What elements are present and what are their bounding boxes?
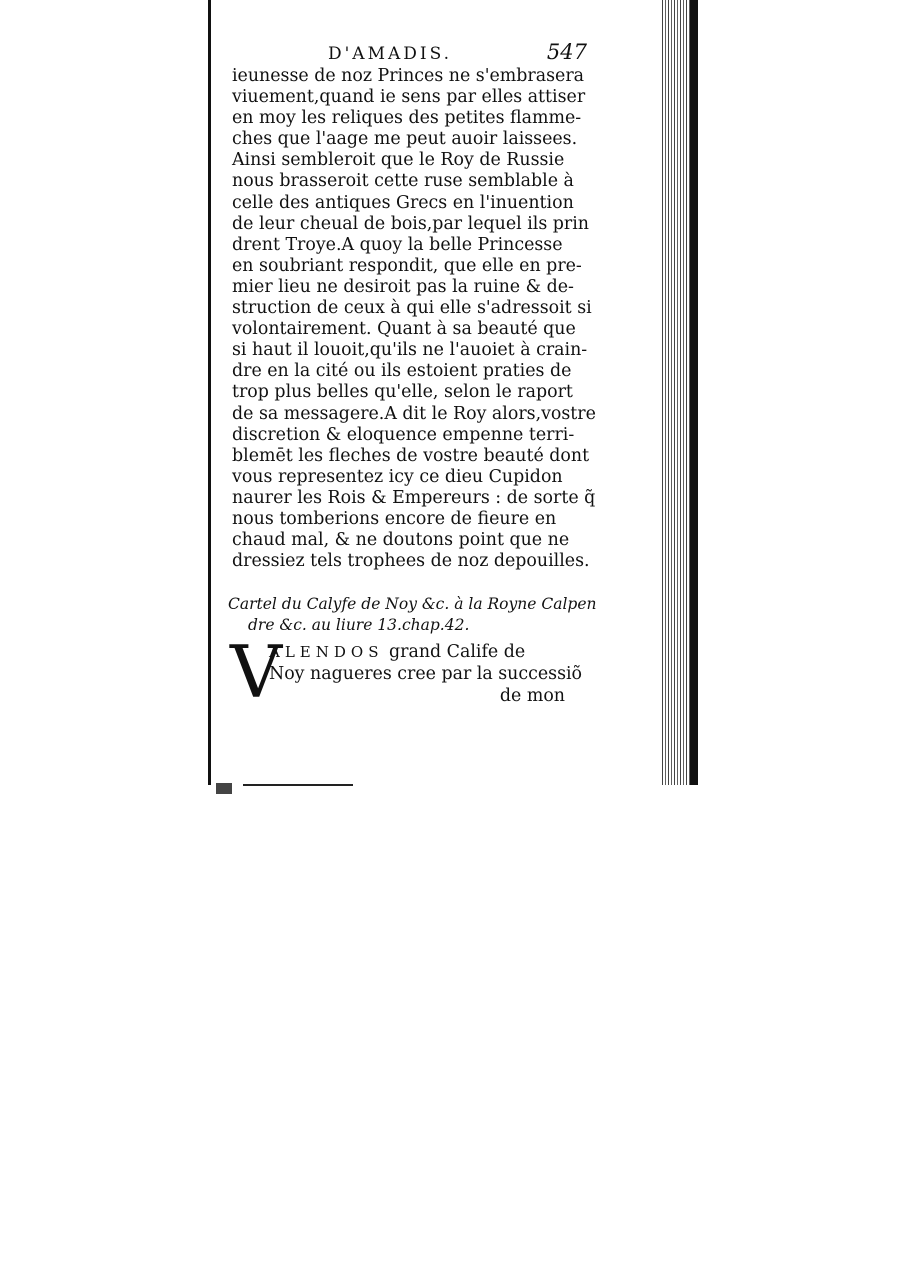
body-line: struction de ceux à qui elle s'adressoit si xyxy=(232,298,592,319)
body-line: celle des antiques Grecs en l'inuention xyxy=(232,192,574,213)
opening-catchword: de mon xyxy=(499,686,565,706)
body-line: si haut il louoit,qu'ils ne l'auoiet à crain- xyxy=(232,340,588,361)
body-line: nous brasseroit cette ruse semblable à xyxy=(232,171,574,192)
body-line: discretion & eloquence empenne terri- xyxy=(232,424,575,445)
body-line: en moy les reliques des petites flamme- xyxy=(232,108,582,129)
page-binding-edge xyxy=(690,0,698,785)
ink-mark xyxy=(216,783,232,794)
body-line: mier lieu ne desiroit pas la ruine & de- xyxy=(232,276,574,297)
section-heading-line: dre &c. au liure 13.chap.42. xyxy=(248,616,470,634)
section-heading xyxy=(228,594,597,636)
body-line: de sa messagere.A dit le Roy alors,vostre xyxy=(232,403,596,424)
opening-line xyxy=(269,641,565,663)
body-line: viuement,quand ie sens par elles attiser xyxy=(232,87,586,108)
body-line: blemēt les fleches de vostre beauté dont xyxy=(232,445,590,466)
opening-line-rest: grand Calife de xyxy=(389,642,526,662)
body-line: vous representez icy ce dieu Cupidon xyxy=(232,466,563,487)
body-line: trop plus belles qu'elle, selon le raport xyxy=(232,382,573,403)
body-line: Ainsi sembleroit que le Roy de Russie xyxy=(232,150,565,171)
body-line: nous tomberions encore de fieure en xyxy=(232,508,557,529)
footer-rule xyxy=(243,784,353,786)
page-number: 547 xyxy=(546,40,587,64)
opening-line: Noy nagueres cree par la successiõ xyxy=(269,664,583,684)
body-line: ches que l'aage me peut auoir laissees. xyxy=(232,129,578,150)
page-left-shadow xyxy=(208,0,211,785)
body-line: ieunesse de noz Princes ne s'embrasera xyxy=(232,66,585,86)
body-line: chaud mal, & ne doutons point que ne xyxy=(232,530,570,551)
section-heading-line: Cartel du Calyfe de Noy &c. à la Royne Calpen xyxy=(228,595,597,613)
opening-paragraph xyxy=(269,641,583,707)
body-line: drent Troye.A quoy la belle Princesse xyxy=(232,234,563,255)
body-line: de leur cheual de bois,par lequel ils prin xyxy=(232,213,590,234)
body-line: dre en la cité ou ils estoient praties de xyxy=(232,361,572,382)
opening-first-word: ALENDOS xyxy=(269,643,384,661)
body-line: naurer les Rois & Empereurs : de sorte q̃ xyxy=(232,487,596,508)
body-line: en soubriant respondit, que elle en pre- xyxy=(232,255,582,276)
body-text xyxy=(232,66,596,572)
running-head: D'AMADIS. xyxy=(328,44,453,64)
drop-cap: V xyxy=(230,630,282,714)
body-line: dressiez tels trophees de noz depouilles. xyxy=(232,551,590,572)
body-line: volontairement. Quant à sa beauté que xyxy=(232,319,576,340)
